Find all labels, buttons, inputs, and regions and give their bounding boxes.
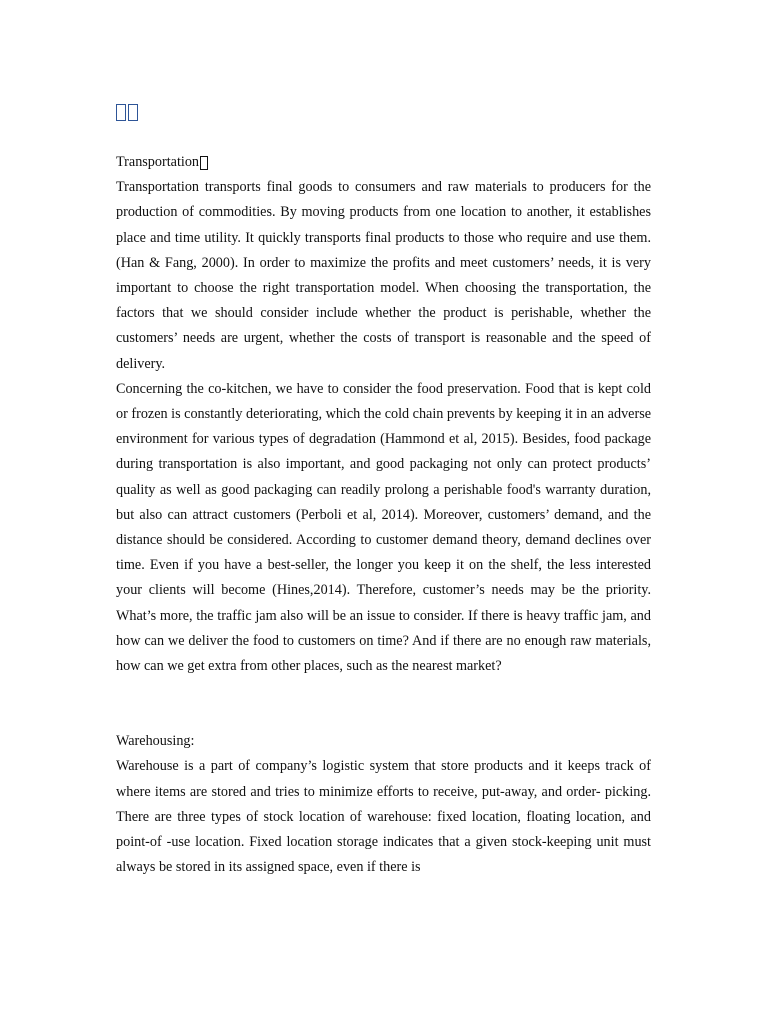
transportation-paragraph-2: Concerning the co-kitchen, we have to consider the food preservation. Food that is kept cold or frozen is constantly deteriorating, which the cold chain prevents by keeping it in an adverse environment for various types of degradation (Hammond et al, 2015). Besides, food package during transportation is also important, and good packaging not only can protect products’ quality as well as good packaging can readily prolong a perishable food's warranty duration, but also can attract customers (Perboli et al, 2014). Moreover, customers’ demand, and the distance should be considered. According to customer demand theory, demand declines over time. Even if you have a best-seller, the longer you keep it on the shelf, the less interested your clients will become (Hines,2014). Therefore, customer’s needs may be the priority. What’s more, the traffic jam also will be an issue to consider. If there is heavy traffic jam, and how can we deliver the food to customers on time? And if there are no enough raw materials, how can we get extra from other places, such as the nearest market? — [116, 380, 652, 675]
missing-glyph-icon — [116, 104, 126, 121]
missing-glyph-icon — [200, 156, 208, 170]
heading-missing-glyphs — [116, 104, 138, 121]
transportation-heading — [116, 150, 651, 175]
transportation-paragraph-1: Transportation transports final goods to consumers and raw materials to producers for the production of commodities. By moving products from one location to another, it establishes place and time utility. It quickly transports final products to those who require and use them. (Han & Fang, 2000). In order to maximize the profits and meet customers’ needs, it is very important to choose the right transportation model. When choosing the transportation, the factors that we should consider include whether the product is perishable, whether the customers’ needs are urgent, whether the costs of transport is reasonable and the speed of delivery. — [116, 179, 651, 372]
warehousing-paragraph-1: Warehouse is a part of company’s logistic system that store products and it keeps track of where items are stored and tries to minimize efforts to receive, put-away, and order- picking. There are three types of stock location of warehouse: fixed location, floating location, and point-of -use location. Fixed location storage indicates that a given stock-keeping unit must always be stored in its assigned space, even if there is — [116, 758, 651, 876]
document-body — [116, 150, 651, 880]
warehousing-title: Warehousing: — [116, 733, 195, 750]
section-spacer — [116, 679, 651, 729]
warehousing-heading — [116, 729, 651, 754]
missing-glyph-icon — [128, 104, 138, 121]
transportation-title: Transportation — [116, 154, 200, 170]
